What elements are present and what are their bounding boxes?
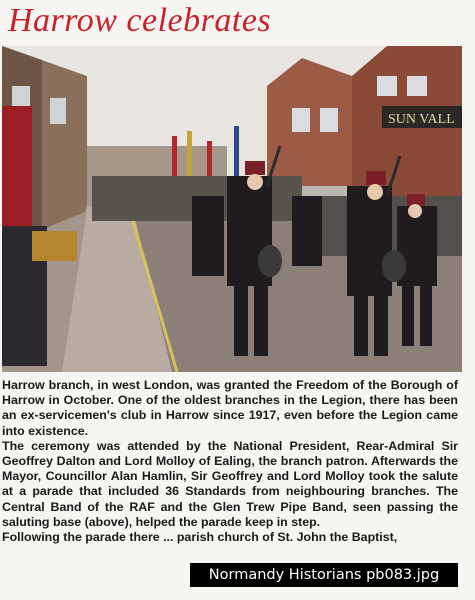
article-paragraph: The ceremony was attended by the National President, Rear-Admiral Sir Geoffrey Dalton and Lord Molloy of Ealing, the branch patron. Afterwards the Mayor, Councillor Alan Hamlin, Sir Geoffrey and Lord Molloy took the salute at a parade that included 36 Standards from neighbouring branches. The Central Band of the RAF and the Glen Trew Pipe Band, seen passing the saluting base (above), helped the parade keep in step. bbox=[2, 438, 458, 529]
shop-sign: SUN VALL bbox=[388, 112, 455, 127]
article-body bbox=[2, 378, 458, 545]
article-paragraph: Harrow branch, in west London, was granted the Freedom of the Borough of Harrow in October. One of the oldest branches in the Legion, there has been an ex-servicemen's club in Harrow since 1917, even before the Legion came into existence. bbox=[2, 378, 458, 438]
parade-photo bbox=[2, 46, 462, 372]
watermark-label: Normandy Historians pb083.jpg bbox=[190, 563, 458, 587]
headline: Harrow celebrates bbox=[8, 2, 272, 39]
article-paragraph: Following the parade there ... parish church of St. John the Baptist, bbox=[2, 530, 398, 545]
